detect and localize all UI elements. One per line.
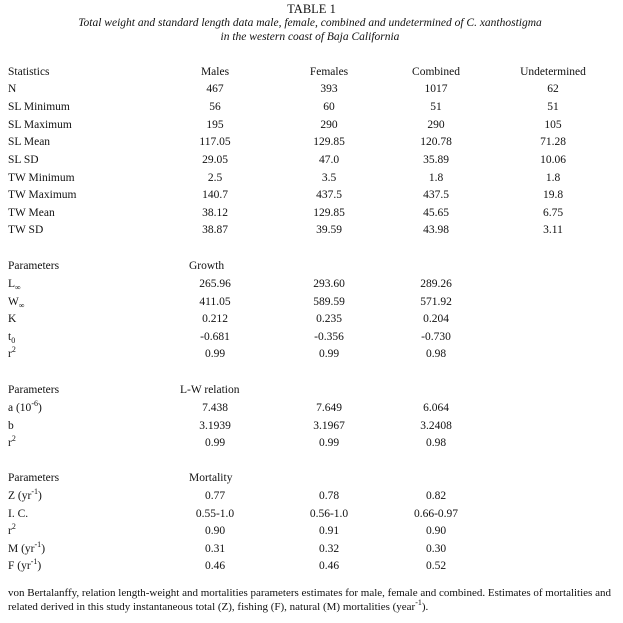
row-label: TW SD <box>8 224 44 236</box>
cell-females: 60 <box>323 101 335 113</box>
cell-males: 117.05 <box>199 136 231 148</box>
cell-females: 0.235 <box>316 313 342 325</box>
caption-line-1: Total weight and standard length data male, female, combined and undetermined of C. xanthostigma <box>78 17 542 29</box>
table-row <box>0 488 623 505</box>
param-symbol: r <box>8 348 12 360</box>
table-row <box>0 435 623 452</box>
table-caption <box>60 16 560 44</box>
param-symbol: F (yr <box>8 560 31 572</box>
cell-undetermined: 3.11 <box>543 224 563 236</box>
param-tail: ) <box>37 490 42 502</box>
table-row <box>0 329 623 346</box>
row-label <box>8 329 178 346</box>
row-label <box>8 400 178 417</box>
param-symbol: r <box>8 525 12 537</box>
cell-females: 437.5 <box>316 189 342 201</box>
param-subscript: 0 <box>11 336 16 345</box>
cell-combined: 1.8 <box>428 172 444 184</box>
cell-combined: 0.66-0.97 <box>413 508 459 520</box>
cell-combined: 437.5 <box>423 189 449 201</box>
param-symbol: r <box>8 437 12 449</box>
cell-males: -0.681 <box>200 331 230 343</box>
cell-females: 0.78 <box>318 490 340 502</box>
cell-males: 0.46 <box>204 560 226 572</box>
table-row <box>0 418 623 435</box>
cell-females: 393 <box>320 83 338 95</box>
cell-males: 467 <box>206 83 224 95</box>
cell-combined: 120.78 <box>420 136 452 148</box>
row-label: SL SD <box>8 154 39 166</box>
cell-combined: 51 <box>430 101 442 113</box>
cell-combined: 571.92 <box>420 296 452 308</box>
table-row <box>0 400 623 417</box>
cell-males: 29.05 <box>202 154 228 166</box>
table-row <box>0 170 623 187</box>
cell-combined: 0.204 <box>423 313 449 325</box>
param-symbol: t <box>8 331 12 343</box>
cell-females: 0.99 <box>318 437 340 449</box>
cell-combined: 0.82 <box>425 490 447 502</box>
footnote-text: von Bertalanffy, relation length-weight and mortalities parameters estimates for male, female and combined. Estimates of mortalities and related derived in this study instantaneous total (Z), fishing (F), natural (M) mortalities (year <box>8 587 611 613</box>
cell-females: 129.85 <box>313 136 345 148</box>
cell-combined: 0.90 <box>425 525 447 537</box>
param-superscript: -1 <box>34 540 42 549</box>
row-label: I. C. <box>8 508 29 520</box>
col-header-males: Males <box>200 66 230 78</box>
cell-males: 140.7 <box>202 189 228 201</box>
param-superscript: -1 <box>31 487 38 496</box>
cell-females: -0.356 <box>314 331 344 343</box>
cell-females: 0.91 <box>318 525 340 537</box>
stats-header-row <box>0 64 623 81</box>
cell-males: 56 <box>209 101 221 113</box>
row-label: N <box>8 83 17 95</box>
cell-males: 0.212 <box>202 313 228 325</box>
cell-combined: 289.26 <box>420 278 452 290</box>
row-label: b <box>8 420 14 432</box>
cell-males: 38.87 <box>202 224 228 236</box>
cell-combined: 43.98 <box>423 224 449 236</box>
cell-combined: -0.730 <box>421 331 451 343</box>
table-row <box>0 205 623 222</box>
row-label <box>8 276 178 293</box>
col-header-combined: Combined <box>412 66 460 78</box>
table-row <box>0 117 623 134</box>
cell-males: 0.55-1.0 <box>195 508 235 520</box>
param-superscript: -6 <box>31 399 38 408</box>
param-tail: ) <box>41 543 46 555</box>
table-row <box>0 187 623 204</box>
table-row <box>0 558 623 575</box>
cell-undetermined: 1.8 <box>545 172 561 184</box>
cell-combined: 45.65 <box>423 207 449 219</box>
cell-combined: 6.064 <box>423 402 449 414</box>
cell-males: 195 <box>206 119 224 131</box>
cell-females: 47.0 <box>318 154 340 166</box>
cell-combined: 0.52 <box>425 560 447 572</box>
table-row <box>0 506 623 523</box>
mortality-params-label: Parameters <box>8 472 60 484</box>
param-symbol: M (yr <box>8 543 35 555</box>
cell-females: 3.1967 <box>313 420 345 432</box>
param-superscript: 2 <box>11 434 16 443</box>
growth-header: Growth <box>189 260 225 272</box>
param-superscript: 2 <box>11 522 16 531</box>
mortality-header-row <box>0 470 623 487</box>
row-label: TW Maximum <box>8 189 77 201</box>
param-symbol: W <box>8 296 19 308</box>
cell-undetermined: 6.75 <box>542 207 564 219</box>
table-title: TABLE 1 <box>287 2 336 16</box>
cell-combined: 3.2408 <box>420 420 452 432</box>
cell-females: 290 <box>320 119 338 131</box>
growth-params-label: Parameters <box>8 260 60 272</box>
row-label <box>8 488 178 505</box>
param-symbol: L <box>8 278 16 290</box>
cell-females: 0.32 <box>318 543 340 555</box>
param-subscript: ∞ <box>15 283 21 292</box>
cell-undetermined: 71.28 <box>540 136 566 148</box>
col-header-females: Females <box>309 66 349 78</box>
cell-combined: 0.98 <box>425 348 447 360</box>
cell-males: 0.99 <box>204 437 226 449</box>
cell-females: 589.59 <box>313 296 345 308</box>
table-row <box>0 81 623 98</box>
cell-males: 0.90 <box>204 525 226 537</box>
param-subscript: ∞ <box>18 301 25 310</box>
cell-females: 7.649 <box>316 402 342 414</box>
table-row <box>0 523 623 540</box>
cell-males: 7.438 <box>202 402 228 414</box>
cell-males: 0.99 <box>204 348 226 360</box>
footnote-tail: ). <box>421 601 429 613</box>
row-label: TW Mean <box>8 207 55 219</box>
col-header-undetermined: Undetermined <box>520 66 586 78</box>
cell-undetermined: 105 <box>544 119 562 131</box>
row-label: K <box>8 313 17 325</box>
row-label: SL Mean <box>8 136 51 148</box>
row-label <box>8 541 178 558</box>
cell-females: 3.5 <box>321 172 337 184</box>
lw-header: L-W relation <box>180 384 240 396</box>
cell-undetermined: 19.8 <box>542 189 564 201</box>
cell-males: 0.31 <box>204 543 226 555</box>
cell-males: 0.77 <box>204 490 226 502</box>
lw-params-label: Parameters <box>8 384 60 396</box>
caption-line-2: in the western coast of Baja California <box>220 31 400 43</box>
param-tail: ) <box>37 560 42 572</box>
cell-females: 0.56-1.0 <box>309 508 349 520</box>
cell-undetermined: 51 <box>547 101 559 113</box>
param-superscript: 2 <box>11 345 16 354</box>
table-row <box>0 134 623 151</box>
cell-males: 3.1939 <box>199 420 231 432</box>
param-symbol: Z (yr <box>8 490 32 502</box>
cell-males: 411.05 <box>199 296 231 308</box>
cell-undetermined: 10.06 <box>540 154 566 166</box>
table-row <box>0 346 623 363</box>
row-label <box>8 294 178 311</box>
table-row <box>0 222 623 239</box>
cell-undetermined: 62 <box>547 83 559 95</box>
row-label: TW Minimum <box>8 172 75 184</box>
cell-females: 129.85 <box>313 207 345 219</box>
footnote-superscript: -1 <box>415 598 422 607</box>
stats-header-label: Statistics <box>8 66 50 78</box>
cell-females: 293.60 <box>313 278 345 290</box>
cell-males: 2.5 <box>207 172 223 184</box>
row-label <box>8 346 178 363</box>
cell-combined: 290 <box>427 119 445 131</box>
table-row <box>0 276 623 293</box>
cell-combined: 35.89 <box>423 154 449 166</box>
table-footnote <box>8 586 616 615</box>
table-row <box>0 541 623 558</box>
cell-females: 0.46 <box>318 560 340 572</box>
mortality-header: Mortality <box>189 472 233 484</box>
param-superscript: -1 <box>30 557 38 566</box>
row-label <box>8 523 178 540</box>
row-label: SL Minimum <box>8 101 70 113</box>
cell-combined: 1017 <box>424 83 448 95</box>
cell-females: 39.59 <box>316 224 342 236</box>
table-row <box>0 294 623 311</box>
param-symbol: a (10 <box>8 402 32 414</box>
table-row <box>0 99 623 116</box>
growth-header-row <box>0 258 623 275</box>
cell-females: 0.99 <box>318 348 340 360</box>
cell-males: 265.96 <box>199 278 231 290</box>
cell-combined: 0.98 <box>425 437 447 449</box>
cell-combined: 0.30 <box>425 543 447 555</box>
lw-header-row <box>0 382 623 399</box>
table-row <box>0 311 623 328</box>
row-label <box>8 435 178 452</box>
row-label: SL Maximum <box>8 119 72 131</box>
row-label <box>8 558 178 575</box>
param-tail: ) <box>37 402 42 414</box>
cell-males: 38.12 <box>202 207 228 219</box>
table-row <box>0 152 623 169</box>
